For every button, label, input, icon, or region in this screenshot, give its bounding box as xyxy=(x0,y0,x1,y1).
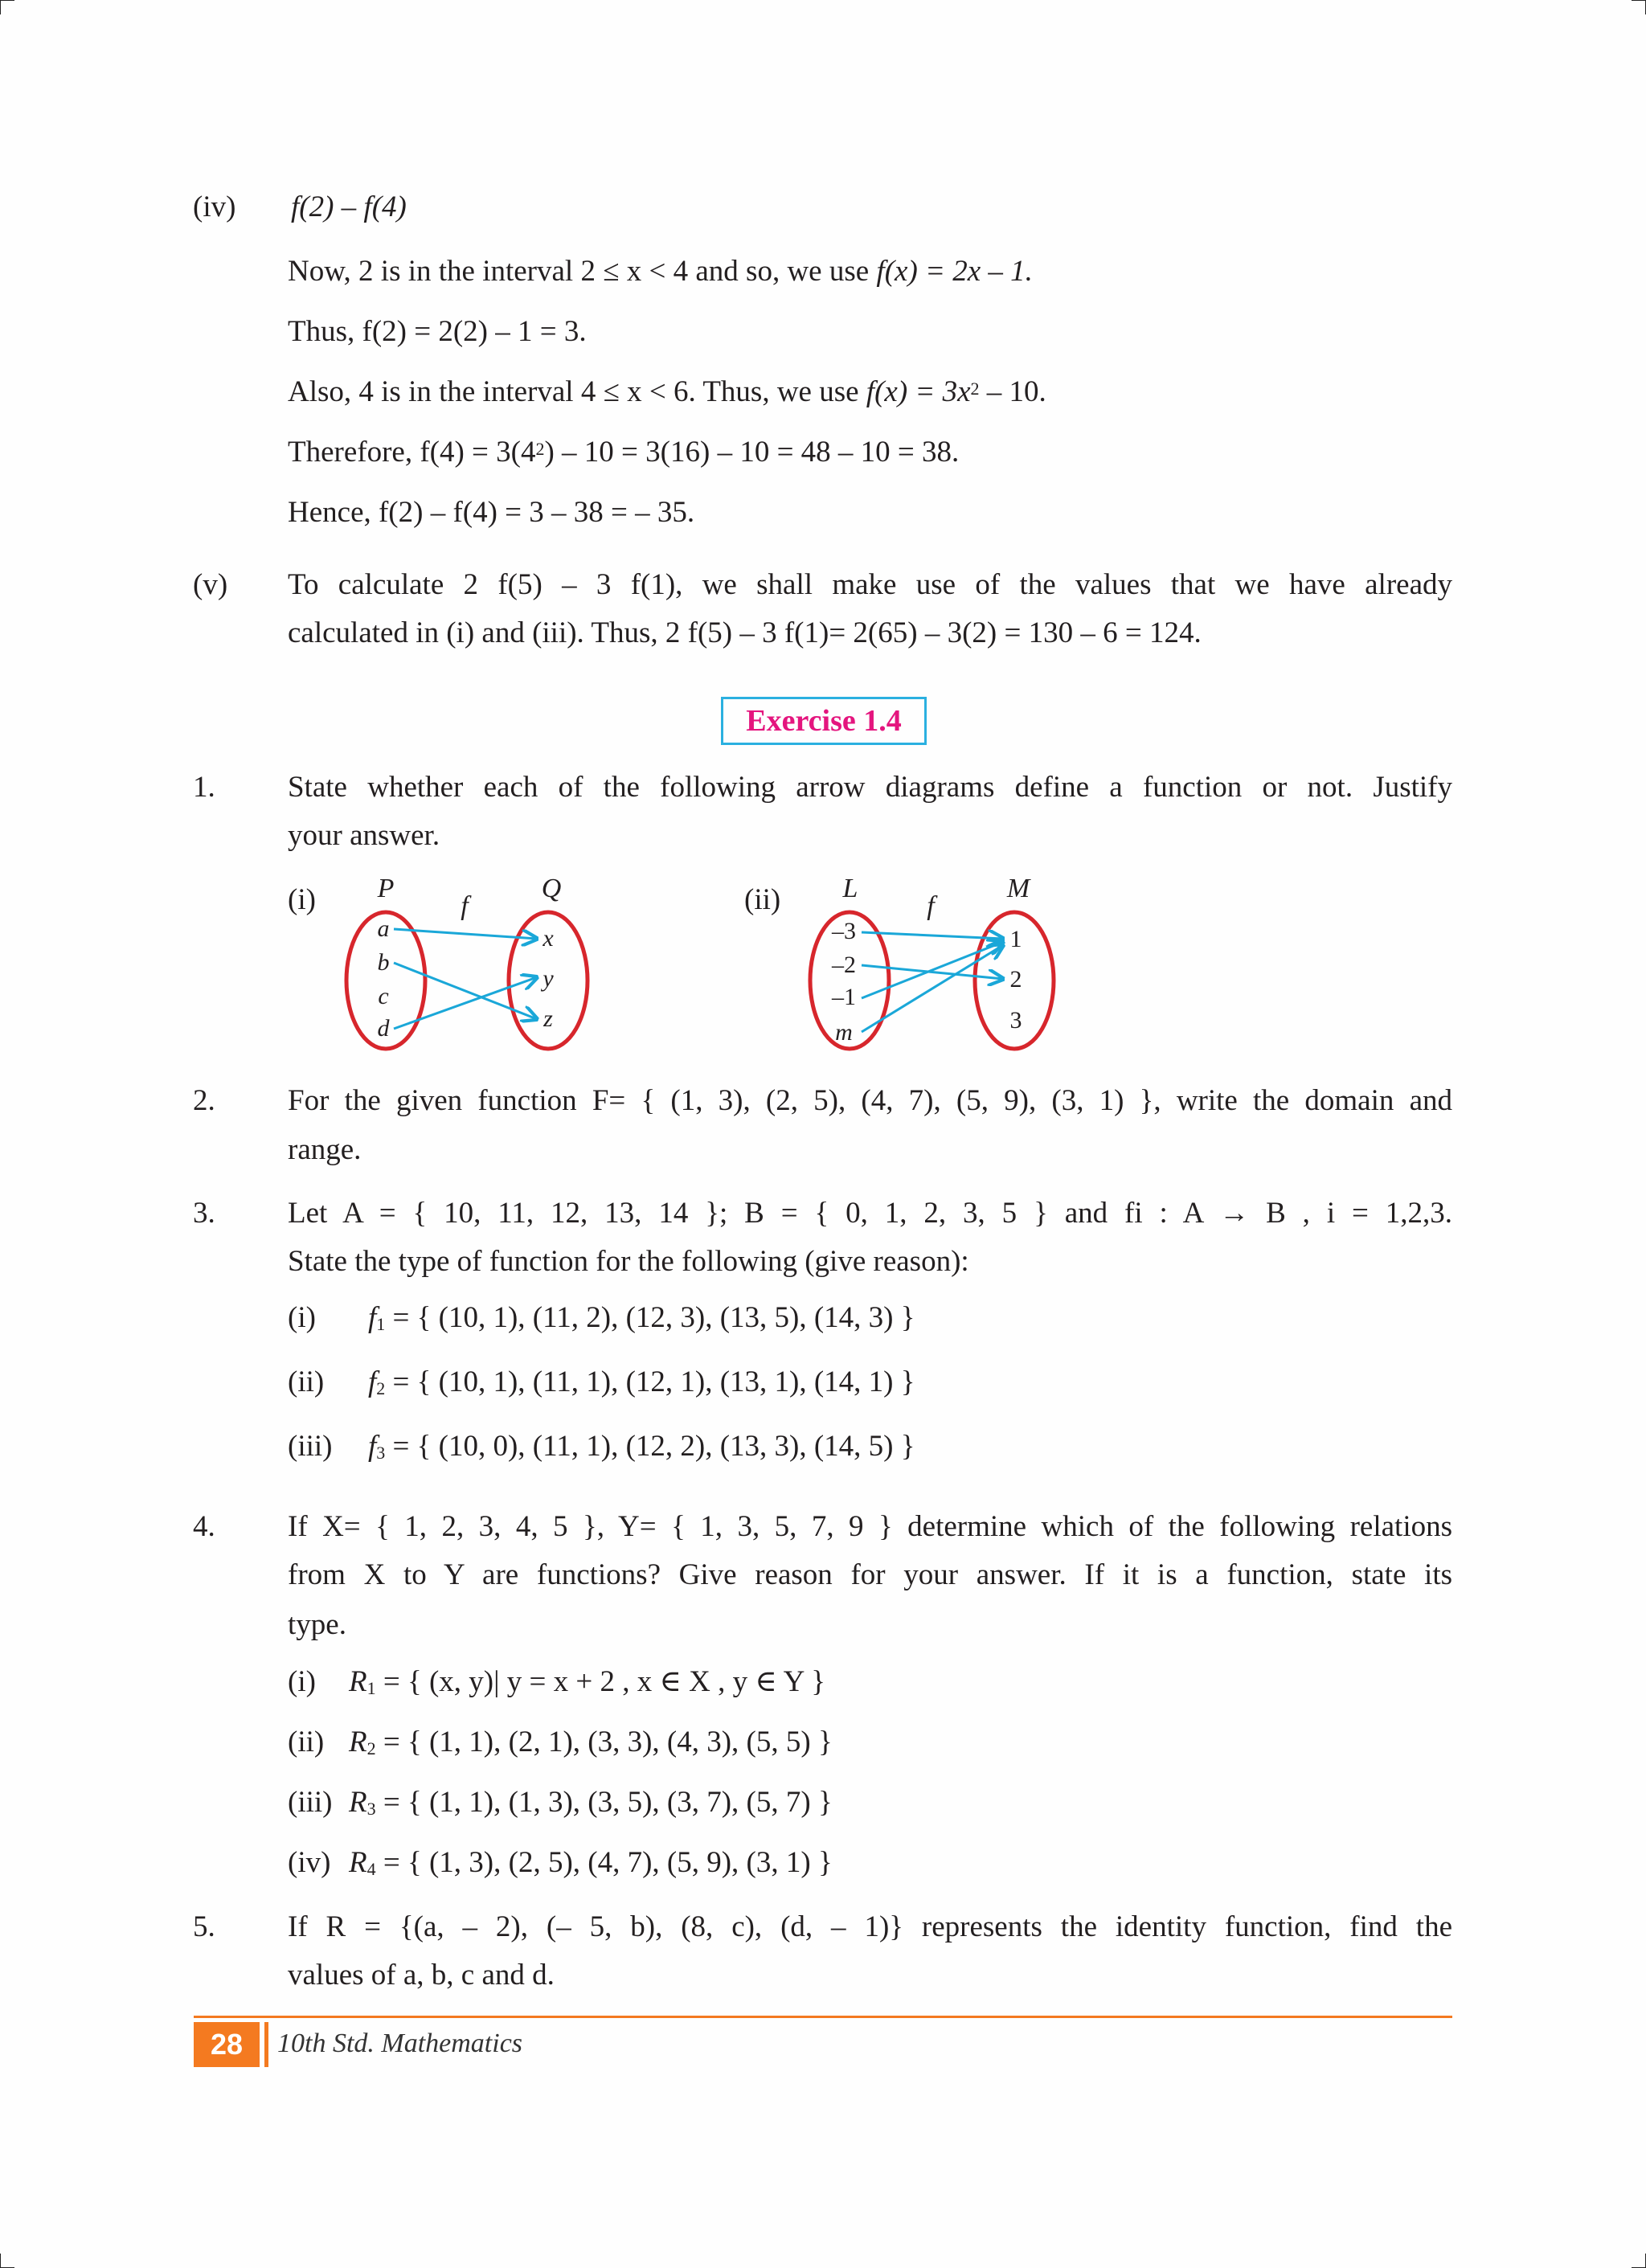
q3-item-ii-function: f xyxy=(368,1365,377,1398)
diagram-i-left-set-name: P xyxy=(377,874,395,903)
q5-line-2: values of a, b, c and d. xyxy=(288,1959,555,1992)
diagram-ii-left-set-name: L xyxy=(842,874,858,903)
q3-item-iii-subscript: 3 xyxy=(376,1443,386,1463)
part-iv-line-1-formula: f(x) = 2x – 1. xyxy=(876,255,1033,288)
diagram-i-arrow-b-z xyxy=(394,963,537,1019)
q3-item-i-label: (i) xyxy=(288,1301,316,1334)
q4-item-i-set: = { (x, y)| y = x + 2 , x ∈ X , y ∈ Y } xyxy=(375,1665,825,1698)
q3-line-1: Let A = { 10, 11, 12, 13, 14 }; B = { 0, 1, 2, 3, 5 } and fi : A → B , i = 1,2,3. xyxy=(288,1197,1452,1230)
q4-item-iv-set: = { (1, 3), (2, 5), (4, 7), (5, 9), (3, 1) } xyxy=(375,1846,833,1879)
diagram-i-function-name: f xyxy=(461,891,469,921)
q3-item-ii xyxy=(288,1363,915,1402)
q1-line-2: your answer. xyxy=(288,819,440,852)
q4-line-2: from X to Y are functions? Give reason for your answer. If it is a function, state its xyxy=(288,1558,1452,1591)
part-iv-line-4-text: Therefore, f(4) = 3(4 xyxy=(288,436,536,469)
q4-item-ii-set: = { (1, 1), (2, 1), (3, 3), (4, 3), (5, 5) } xyxy=(375,1726,833,1758)
q3-item-iii-function: f xyxy=(368,1430,377,1463)
q3-item-ii-label: (ii) xyxy=(288,1365,325,1398)
q4-item-ii-label: (ii) xyxy=(288,1726,325,1758)
q4-item-iii-subscript: 3 xyxy=(366,1799,376,1819)
diagram-ii-function-name: f xyxy=(927,891,935,921)
crop-mark-bottom-left xyxy=(0,2254,14,2268)
q3-item-iii-set: = { (10, 0), (11, 1), (12, 2), (13, 3), (14, 5) } xyxy=(385,1430,915,1463)
q4-item-iii-label: (iii) xyxy=(288,1786,333,1819)
q3-item-ii-subscript: 2 xyxy=(376,1378,386,1398)
diagram-ii-right-3: 3 xyxy=(1009,1007,1022,1034)
part-iv-line-3-formula: f(x) = 3x xyxy=(866,375,971,408)
crop-mark-top-right xyxy=(1632,0,1646,14)
diagram-i-left-d: d xyxy=(377,1015,390,1042)
part-iv-line-3-tail: – 10. xyxy=(979,375,1046,408)
page-number: 28 xyxy=(194,2022,260,2067)
q4-item-i xyxy=(288,1663,825,1701)
q4-item-ii-subscript: 2 xyxy=(366,1738,376,1758)
diagram-ii-left-neg1: –1 xyxy=(832,984,856,1010)
part-v-line-1: To calculate 2 f(5) – 3 f(1), we shall make use of the values that we have already xyxy=(288,568,1452,601)
diagram-i-right-z: z xyxy=(543,1005,553,1032)
part-iv-line-5: Hence, f(2) – f(4) = 3 – 38 = – 35. xyxy=(288,496,695,529)
diagram-i-left-b: b xyxy=(377,949,390,976)
q2-line-1: For the given function F= { (1, 3), (2, 5), (4, 7), (5, 9), (3, 1) }, write the domain and xyxy=(288,1084,1452,1117)
diagram-ii-right-set-name: M xyxy=(1006,874,1030,903)
q3-line-2: State the type of function for the following (give reason): xyxy=(288,1245,969,1278)
part-iv-line-3 xyxy=(288,373,1046,411)
diagram-ii-left-neg2: –2 xyxy=(832,952,856,978)
part-iv-line-4-tail: ) – 10 = 3(16) – 10 = 48 – 10 = 38. xyxy=(544,436,960,469)
part-iv-line-3-exponent: 2 xyxy=(970,379,980,399)
q4-item-iv-subscript: 4 xyxy=(366,1859,376,1879)
crop-mark-bottom-right xyxy=(1632,2254,1646,2268)
q5-line-1: If R = {(a, – 2), (– 5, b), (8, c), (d, – 1)} represents the identity function, find the xyxy=(288,1910,1452,1943)
part-iv-heading: f(2) – f(4) xyxy=(291,190,407,223)
q4-item-i-subscript: 1 xyxy=(366,1678,376,1698)
diagram-i-right-x: x xyxy=(543,925,554,952)
q1-number: 1. xyxy=(193,771,215,804)
q4-line-3: type. xyxy=(288,1608,346,1641)
arrow-diagram-i xyxy=(321,868,611,1061)
q5-number: 5. xyxy=(193,1910,215,1943)
q4-item-iv-label: (iv) xyxy=(288,1846,331,1879)
part-v-line-2: calculated in (i) and (iii). Thus, 2 f(5) – 3 f(1)= 2(65) – 3(2) = 130 – 6 = 124. xyxy=(288,616,1202,649)
part-iv-line-1-text: Now, 2 is in the interval 2 ≤ x < 4 and so, we use xyxy=(288,255,877,288)
page-number-divider xyxy=(264,2022,268,2067)
q3-item-i-subscript: 1 xyxy=(376,1314,386,1334)
diagram-i-right-set-name: Q xyxy=(541,874,562,903)
exercise-title: Exercise 1.4 xyxy=(721,697,927,745)
q4-item-i-label: (i) xyxy=(288,1665,316,1698)
diagram-ii-left-m: m xyxy=(835,1019,853,1046)
diagram-i-label: (i) xyxy=(288,883,316,916)
part-iv-line-4-exponent: 2 xyxy=(535,439,545,459)
q3-item-i xyxy=(288,1299,915,1337)
q3-item-iii-label: (iii) xyxy=(288,1430,333,1463)
q1-line-1: State whether each of the following arrow diagrams define a function or not. Justify xyxy=(288,771,1452,804)
crop-mark-top-left xyxy=(0,0,14,14)
diagram-i-right-y: y xyxy=(543,965,554,992)
diagram-ii-arrow-neg2-2 xyxy=(862,965,1003,979)
diagram-ii-right-2: 2 xyxy=(1009,966,1022,993)
diagram-ii-arrow-neg3-1 xyxy=(862,932,1003,939)
diagram-i-left-c: c xyxy=(378,983,389,1009)
q4-number: 4. xyxy=(193,1510,215,1543)
q4-item-iii-set: = { (1, 1), (1, 3), (3, 5), (3, 7), (5, 7) } xyxy=(375,1786,833,1819)
arrow-diagram-ii xyxy=(788,868,1077,1061)
part-iv-line-3-text: Also, 4 is in the interval 4 ≤ x < 6. Thus, we use xyxy=(288,375,866,408)
q3-number: 3. xyxy=(193,1197,215,1230)
footer-book-title: 10th Std. Mathematics xyxy=(277,2029,523,2058)
part-iv-line-1 xyxy=(288,252,1033,291)
part-iv-line-4 xyxy=(288,433,959,472)
part-iv-label: (iv) xyxy=(193,190,236,223)
q4-item-ii-relation: R xyxy=(349,1726,367,1758)
q4-item-iii xyxy=(288,1783,833,1822)
q4-item-iii-relation: R xyxy=(349,1786,367,1819)
q4-line-1: If X= { 1, 2, 3, 4, 5 }, Y= { 1, 3, 5, 7, 9 } determine which of the following relations xyxy=(288,1510,1452,1543)
q4-item-i-relation: R xyxy=(349,1665,367,1698)
q4-item-ii xyxy=(288,1723,833,1762)
footer-rule xyxy=(194,2016,1452,2018)
q4-item-iv xyxy=(288,1844,833,1882)
part-v-label: (v) xyxy=(193,568,228,601)
diagram-ii-label: (ii) xyxy=(744,883,781,916)
diagram-ii-left-neg3: –3 xyxy=(832,918,856,944)
q4-item-iv-relation: R xyxy=(349,1846,367,1879)
q3-item-ii-set: = { (10, 1), (11, 1), (12, 1), (13, 1), (14, 1) } xyxy=(385,1365,915,1398)
q3-item-i-function: f xyxy=(368,1301,377,1334)
diagram-i-left-a: a xyxy=(377,915,390,942)
diagram-ii-right-1: 1 xyxy=(1009,926,1022,952)
q3-item-i-set: = { (10, 1), (11, 2), (12, 3), (13, 5), (14, 3) } xyxy=(385,1301,915,1334)
q2-line-2: range. xyxy=(288,1133,362,1166)
part-iv-line-2: Thus, f(2) = 2(2) – 1 = 3. xyxy=(288,315,587,348)
q3-item-iii xyxy=(288,1427,915,1466)
q2-number: 2. xyxy=(193,1084,215,1117)
